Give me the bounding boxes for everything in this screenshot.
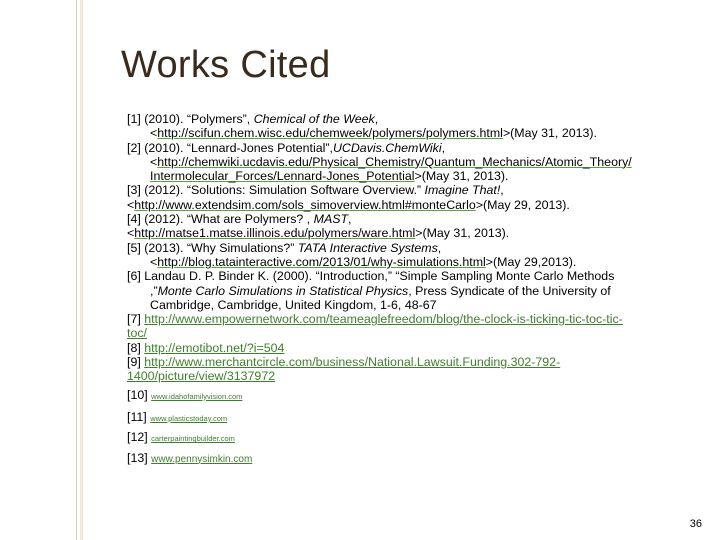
reference-5-link[interactable]: http://blog.tatainteractive.com/2013/01/why-simulations.html — [157, 254, 486, 269]
reference-12-link[interactable]: carterpaintingbuilder.com — [151, 434, 235, 444]
left-decorative-rule — [76, 0, 77, 540]
reference-list — [127, 112, 697, 467]
reference-10: [10] www.idahofamilyvision.com — [127, 387, 243, 402]
reference-12: [12] carterpaintingbuilder.com — [127, 430, 235, 445]
reference-5: [5] (2013). “Why Simulations?” TATA Interactive Systems, <http://blog.tatainteractive.com/2013/01/why-simulations.html>(May 29,2013). — [127, 240, 577, 269]
reference-6: [6] Landau D. P. Binder K. (2000). “Introduction,” “Simple Sampling Monte Carlo Methods ,”Monte Carlo Simulations in Statistical Physics, Press Syndicate of the University of Cambridge, Cambridge, United Kingdom, 1-6, 48-67 — [127, 269, 615, 312]
reference-2-link[interactable]: http://chemwiki.ucdavis.edu/Physical_Chemistry/Quantum_Mechanics/Atomic_Theory/ — [157, 154, 632, 169]
reference-3: [3] (2012). “Solutions: Simulation Software Overview.” Imagine That!, <http://www.extendsim.com/sols_simoverview.html#monteCarlo>(May 29, 2013). — [127, 183, 570, 212]
reference-4-link[interactable]: http://matse1.matse.illinois.edu/polymers/ware.html — [134, 226, 416, 241]
reference-8-link[interactable]: http://emotibot.net/?i=504 — [144, 340, 285, 355]
reference-13-link[interactable]: www.pennysimkin.com — [151, 453, 253, 465]
page-number: 36 — [689, 518, 702, 530]
reference-3-link[interactable]: http://www.extendsim.com/sols_simoverview.html#monteCarlo — [134, 197, 476, 212]
reference-2-link-cont[interactable]: Intermolecular_Forces/Lennard-Jones_Potential — [150, 169, 415, 184]
reference-13: [13] www.pennysimkin.com — [127, 450, 253, 465]
reference-2: [2] (2010). “Lennard-Jones Potential”,UCDavis.ChemWiki, <http://chemwiki.ucdavis.edu/Physical_Chemistry/Quantum_Mechanics/Atomic_Theory/ Intermolecular_Forces/Lennard-Jones_Potential>(May 31, 2013). — [127, 140, 632, 184]
reference-9-link-cont[interactable]: 1400/picture/view/3137972 — [127, 369, 276, 384]
reference-11-link[interactable]: www.plasticstoday.com — [150, 413, 228, 423]
reference-10-link[interactable]: www.idahofamilyvision.com — [151, 391, 243, 401]
reference-11: [11] www.plasticstoday.com — [127, 409, 228, 424]
reference-7-link[interactable]: http://www.empowernetwork.com/teameaglefreedom/blog/the-clock-is-ticking-tic-toc-tic- — [144, 312, 623, 327]
page-title: Works Cited — [121, 44, 331, 86]
reference-7: [7] http://www.empowernetwork.com/teameaglefreedom/blog/the-clock-is-ticking-tic-toc-tic- toc/ — [127, 312, 623, 341]
reference-7-link-cont[interactable]: toc/ — [127, 326, 147, 341]
left-decorative-band — [80, 0, 83, 540]
reference-1-link[interactable]: http://scifun.chem.wisc.edu/chemweek/polymers/polymers.html — [157, 126, 503, 141]
reference-4: [4] (2012). “What are Polymers? , MAST, <http://matse1.matse.illinois.edu/polymers/ware.html>(May 31, 2013). — [127, 212, 510, 241]
reference-9: [9] http://www.merchantcircle.com/business/National.Lawsuit.Funding.302-792- 1400/picture/view/3137972 — [127, 355, 561, 384]
reference-9-link[interactable]: http://www.merchantcircle.com/business/National.Lawsuit.Funding.302-792- — [144, 355, 561, 370]
reference-1: [1] (2010). “Polymers”, Chemical of the Week, <http://scifun.chem.wisc.edu/chemweek/polymers/polymers.html>(May 31, 2013). — [127, 112, 597, 141]
reference-8: [8] http://emotibot.net/?i=504 — [127, 340, 285, 355]
